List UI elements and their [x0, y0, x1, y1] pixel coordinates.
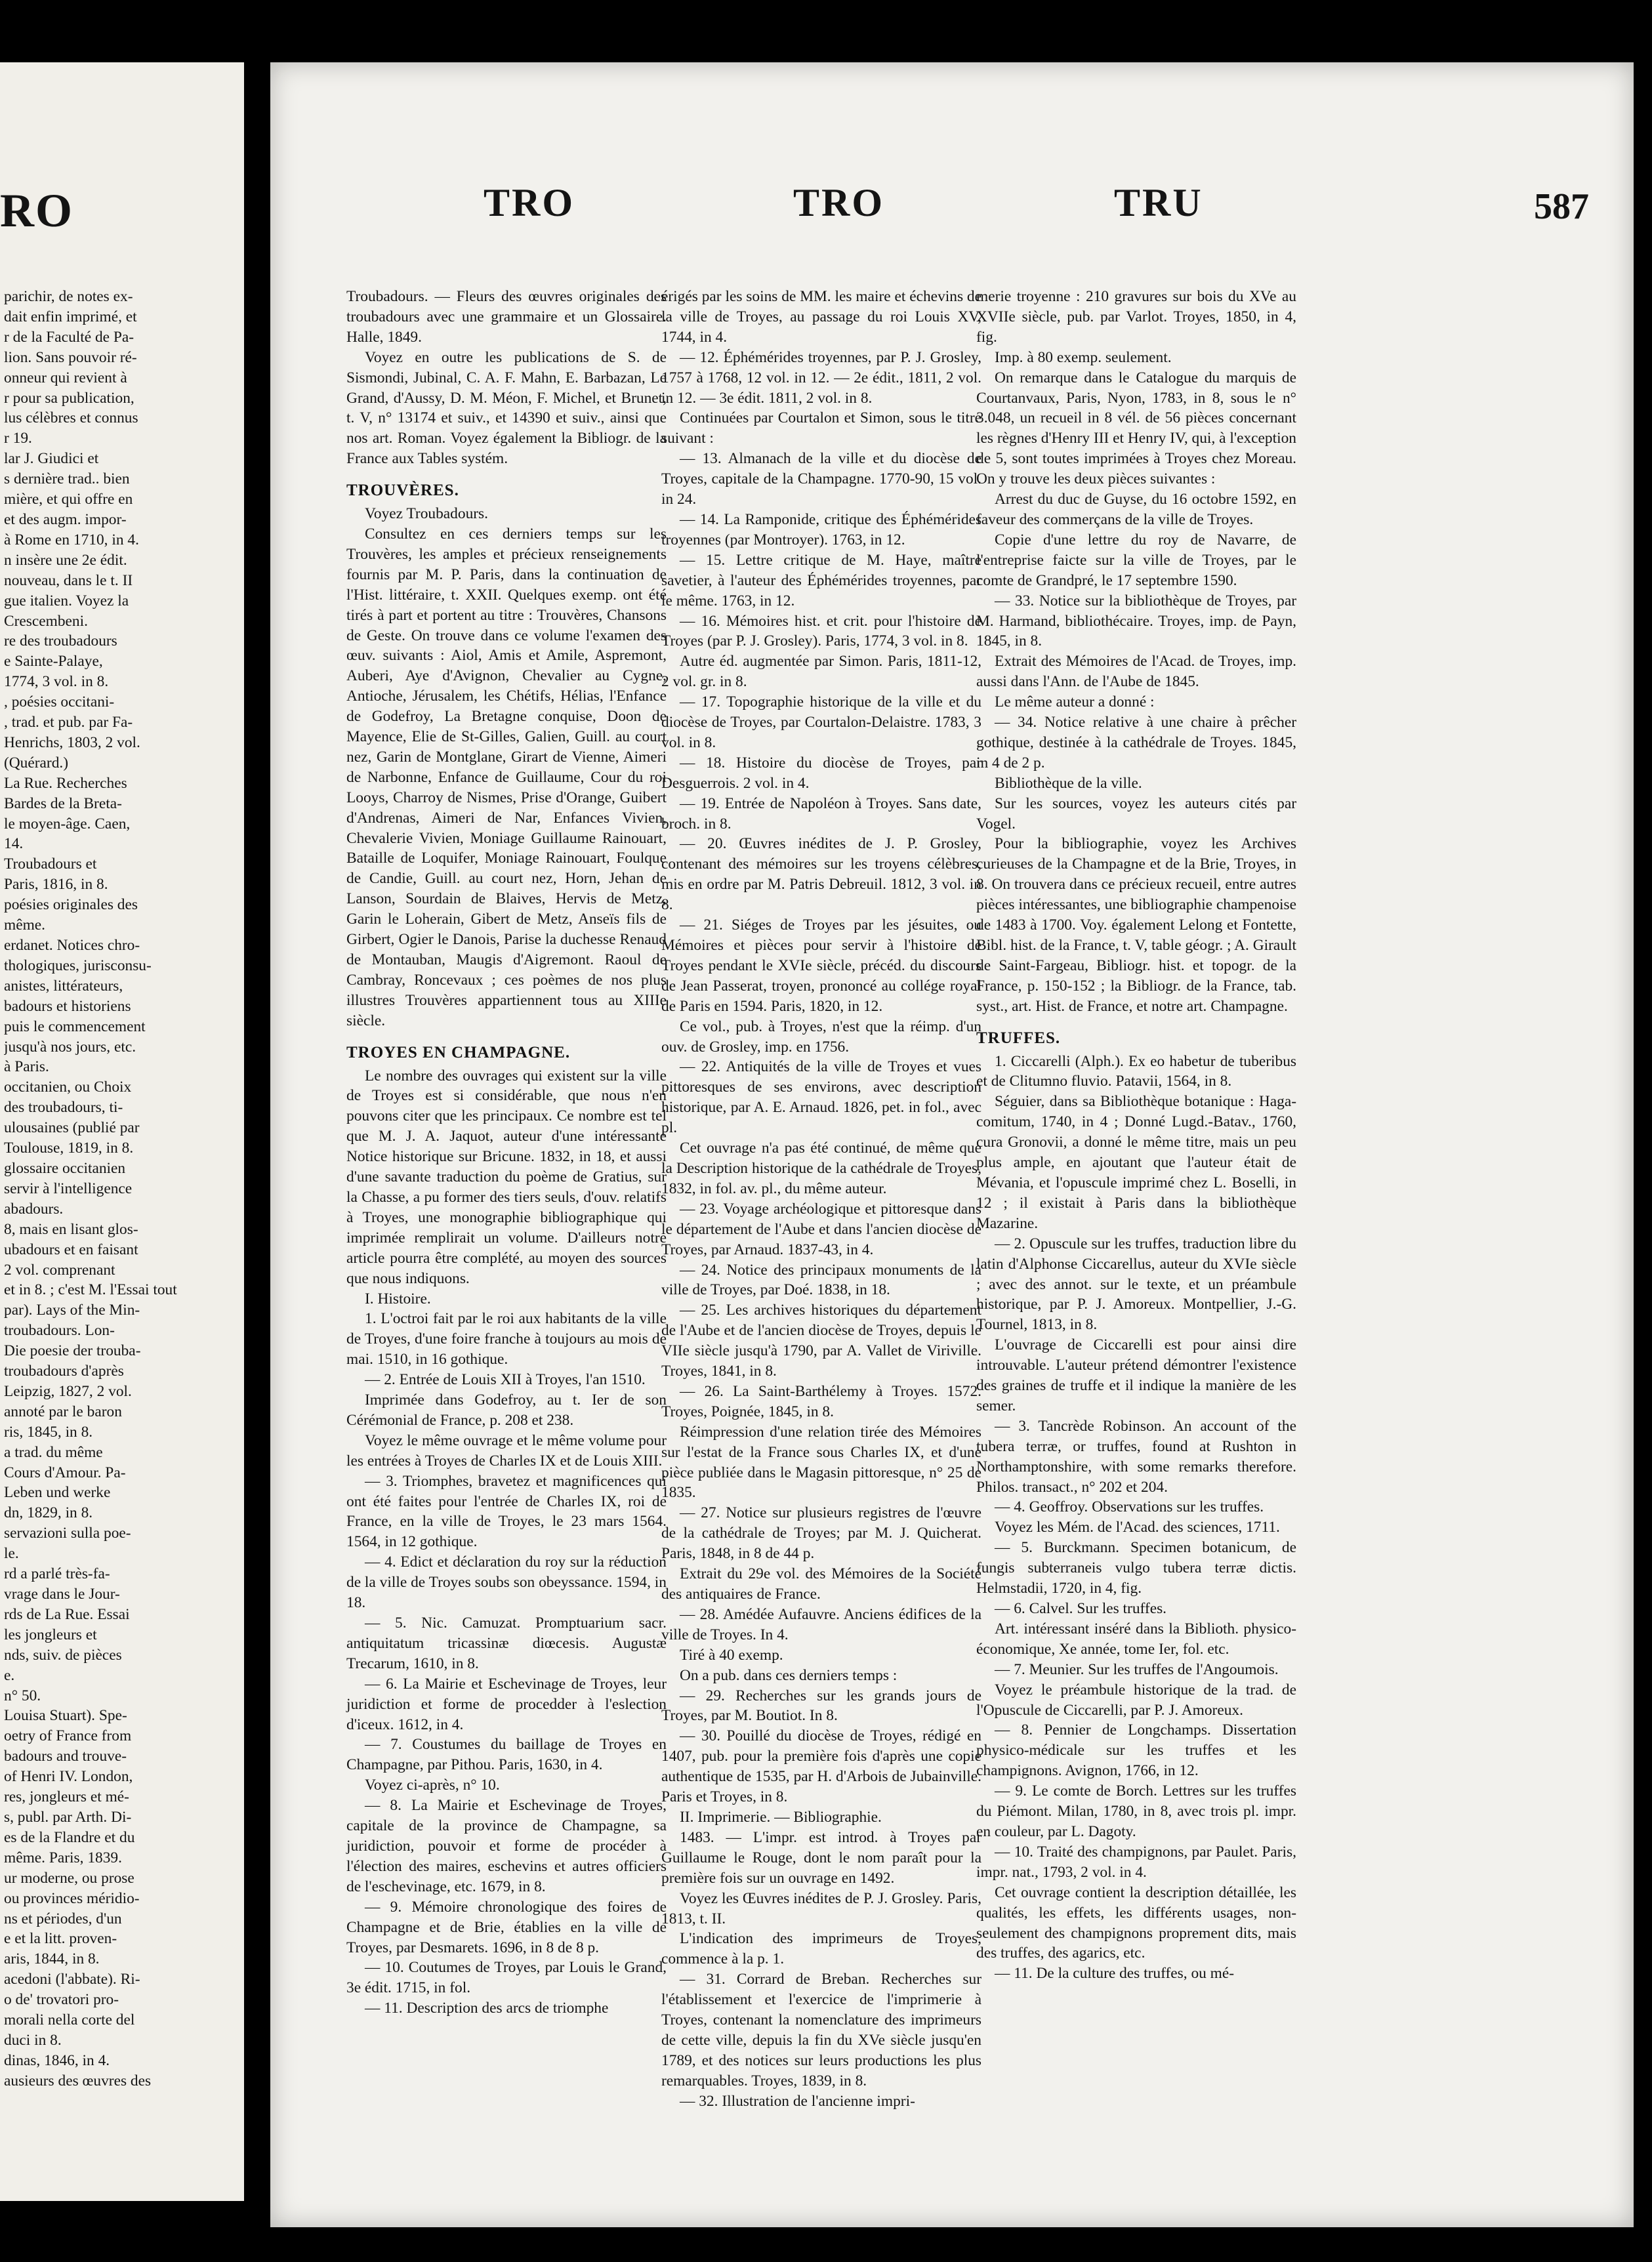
entry-paragraph: — 4. Edict et déclaration du roy sur la réduction de la ville de Troyes soubs son obeyssance. 1594, in 18.: [346, 1553, 667, 1612]
previous-page-line: o de' trovatori pro-: [4, 1991, 119, 2009]
previous-page-line: , trad. et pub. par Fa-: [4, 714, 133, 731]
previous-page-line: e et la litt. proven-: [4, 1930, 117, 1948]
entry-paragraph: — 13. Almanach de la ville et du diocèse de Troyes, capitale de la Champagne. 1770-90, 15 vol. in 24.: [661, 450, 981, 508]
previous-page-line: et in 8. ; c'est M. l'Essai tout: [4, 1281, 177, 1299]
entry-paragraph: — 11. De la culture des truffes, ou mé-: [995, 1965, 1235, 1983]
previous-page-line: par). Lays of the Min-: [4, 1302, 140, 1319]
previous-page-line: gue italien. Voyez la: [4, 592, 129, 609]
text-column-3: [976, 287, 1296, 1984]
previous-page-line: lus célèbres et connus: [4, 409, 138, 427]
page: [270, 62, 1634, 2227]
previous-page-line: à Rome en 1710, in 4.: [4, 531, 139, 548]
previous-page-line: les jongleurs et: [4, 1626, 97, 1643]
previous-page-line: ur moderne, ou prose: [4, 1869, 134, 1887]
section-heading: TRUFFES.: [976, 1029, 1061, 1047]
entry-paragraph: Continuées par Courtalon et Simon, sous le titre suivant :: [661, 409, 981, 447]
previous-page-line: même.: [4, 916, 45, 934]
entry-paragraph: — 4. Geoffroy. Observations sur les truffes.: [995, 1498, 1264, 1516]
entry-paragraph: — 31. Corrard de Breban. Recherches sur l'établissement et l'exercice de l'imprimerie à Troyes, contenant la nomenclature des imprimeurs de cette ville, depuis la fin du XVe siècle jusqu'en 1789, et des notices sur leurs productions les plus remarquables. Troyes, 1839, in 8.: [661, 1971, 981, 2089]
entry-paragraph: Extrait des Mémoires de l'Acad. de Troyes, imp. aussi dans l'Ann. de l'Aube de 1845.: [976, 653, 1296, 691]
previous-page-line: le moyen-âge. Caen,: [4, 815, 131, 833]
previous-page-line: occitanien, ou Choix: [4, 1079, 132, 1096]
previous-page-line: e Sainte-Palaye,: [4, 653, 103, 670]
entry-paragraph: — 20. Œuvres inédites de J. P. Grosley, contenant des mémoires sur les troyens célèbres, mis en ordre par M. Patris Debreuil. 1812, 3 vol. in 8.: [661, 835, 981, 914]
previous-page-line: oetry of France from: [4, 1727, 132, 1745]
previous-page-line: s, publ. par Arth. Di-: [4, 1808, 132, 1826]
previous-page-line: des troubadours, ti-: [4, 1099, 123, 1117]
entry-paragraph: — 2. Entrée de Louis XII à Troyes, l'an 1510.: [365, 1371, 646, 1389]
entry-paragraph: — 17. Topographie historique de la ville et du diocèse de Troyes, par Courtalon-Delaistre. 1783, 3 vol. in 8.: [661, 693, 981, 751]
entry-paragraph: L'ouvrage de Ciccarelli est pour ainsi dire introuvable. L'auteur prétend démontrer l'existence des graines de truffe et il indique la manière de les semer.: [976, 1336, 1296, 1414]
previous-page-line: badours and trouve-: [4, 1748, 127, 1765]
entry-paragraph: On a pub. dans ces derniers temps :: [680, 1666, 898, 1684]
previous-page-line: parichir, de notes ex-: [4, 288, 133, 305]
entry-paragraph: — 10. Coutumes de Troyes, par Louis le Grand, 3e édit. 1715, in fol.: [346, 1959, 667, 1997]
previous-page-line: lar J. Giudici et: [4, 450, 99, 468]
entry-paragraph: Arrest du duc de Guyse, du 16 octobre 1592, en faveur des commerçans de la ville de Troyes.: [976, 491, 1296, 528]
previous-page-fragment: [0, 62, 244, 2201]
entry-paragraph: Troubadours. — Fleurs des œuvres originales des troubadours avec une grammaire et un Glossaire. Halle, 1849.: [346, 288, 667, 346]
previous-page-line: à Paris.: [4, 1058, 49, 1076]
entry-paragraph: — 2. Opuscule sur les truffes, traduction libre du latin d'Alphonse Ciccarellus, auteur du XVIe siècle ; avec des annot. sur le texte, et un préambule historique, par P. J. Amoreux. Montpellier, J.-G. Tournel, 1813, in 8.: [976, 1235, 1296, 1334]
previous-page-line: erdanet. Notices chro-: [4, 937, 140, 954]
previous-page-line: thologiques, jurisconsu-: [4, 956, 152, 974]
previous-page-line: poésies originales des: [4, 896, 138, 914]
entry-paragraph: II. Imprimerie. — Bibliographie.: [680, 1808, 882, 1826]
entry-paragraph: — 27. Notice sur plusieurs registres de l'œuvre de la cathédrale de Troyes; par M. J. Quicherat. Paris, 1848, in 8 de 44 p.: [661, 1504, 981, 1563]
previous-page-line: r 19.: [4, 430, 32, 447]
previous-page-line: Leipzig, 1827, 2 vol.: [4, 1382, 132, 1400]
entry-paragraph: — 18. Histoire du diocèse de Troyes, par Desguerrois. 2 vol. in 4.: [661, 754, 981, 792]
entry-paragraph: — 32. Illustration de l'ancienne impri-: [680, 2092, 915, 2110]
previous-page-line: Troubadours et: [4, 855, 97, 873]
entry-paragraph: — 5. Burckmann. Specimen botanicum, de fungis subterraneis vulgo tubera terræ dictis. Helmstadii, 1720, in 4, fig.: [976, 1539, 1296, 1597]
entry-paragraph: Séguier, dans sa Bibliothèque botanique : Haga-comitum, 1740, in 4 ; Donné Lugd.-Batav., 1760, cura Gronovii, a donné le même titre, mais un peu plus ample, en ajoutant que l'auteur était de Mévania, et l'opuscule imprimé chez L. Boselli, in 12 ; il existait à Paris dans la bibliothèque Mazarine.: [976, 1093, 1296, 1232]
entry-paragraph: Cet ouvrage n'a pas été continué, de même que la Description historique de la cathédrale de Troyes, 1832, in fol. av. pl., du même auteur.: [661, 1140, 981, 1197]
previous-page-line: Louisa Stuart). Spe-: [4, 1707, 127, 1725]
previous-page-line: acedoni (l'abbate). Ri-: [4, 1971, 140, 1988]
entry-paragraph: merie troyenne : 210 gravures sur bois du XVe au XVIIe siècle, pub. par Varlot. Troyes, 1850, in 4, fig.: [976, 288, 1296, 346]
previous-page-line: Henrichs, 1803, 2 vol.: [4, 733, 140, 751]
entry-paragraph: — 7. Coustumes du baillage de Troyes en Champagne, par Pithou. Paris, 1630, in 4.: [346, 1736, 667, 1774]
text-column-1: [346, 287, 667, 2019]
entry-paragraph: — 5. Nic. Camuzat. Promptuarium sacr. antiquitatum tricassinæ diœcesis. Augustæ Trecarum, 1610, in 8.: [346, 1614, 667, 1672]
previous-page-line: dn, 1829, in 8.: [4, 1504, 93, 1522]
previous-page-line: même. Paris, 1839.: [4, 1849, 122, 1866]
previous-page-line: anistes, littérateurs,: [4, 977, 123, 995]
entry-paragraph: — 19. Entrée de Napoléon à Troyes. Sans date, broch. in 8.: [661, 794, 981, 833]
entry-paragraph: Consultez en ces derniers temps sur les Trouvères, les amples et précieux renseignements fournis par M. P. Paris, dans la continuation de l'Hist. littéraire, t. XXII. Quelques exemp. ont été tirés à part et portent au titre : Trouvères, Chansons de Geste. On trouve dans ce volume l'examen des œuv. suivants : Aiol, Amis et Amile, Aspremont, Auberi, Aye d'Avignon, Chevalier au Cygne, Antioche, Jérusalem, les Chétifs, Hélias, l'Enfance de Godefroy, La Bretagne conquise, Doon de Mayence, Elie de St-Gilles, Galien, Guill. au court nez, Garin de Montglane, Girart de Vienne, Aimeri de Narbonne, Enfance de Guillaume, Cour du roi Looys, Charroy de Nismes, Prise d'Orange, Guibert d'Andrenas, Aimeri de Nar, Enfances Vivien, Chevalerie Vivien, Moniage Guillaume Rainouart, Bataille de Loquifer, Moniage Rainouart, Foulque de Candie, Guill. au court nez, Horn, Jehan de Lanson, Sourdain de Blaives, Hervis de Metz, Garin le Loherain, Gibert de Metz, Anseïs fils de Girbert, Ogier le Danois, Parise la duchesse Renaud de Montauban, Maugis d'Aigremont. Raoul de Cambray, Roncevaux ; ces poèmes de nos plus illustres Trouvères appartiennent tous au XIIIe siècle.: [346, 525, 667, 1029]
previous-page-line: nouveau, dans le t. II: [4, 571, 133, 589]
previous-page-line: servir à l'intelligence: [4, 1180, 133, 1197]
entry-paragraph: 1. Ciccarelli (Alph.). Ex eo habetur de tuberibus et de Clitumno fluvio. Patavii, 1564, in 8.: [976, 1052, 1296, 1090]
previous-page-line: Cours d'Amour. Pa-: [4, 1464, 126, 1481]
previous-page-line: troubadours d'après: [4, 1363, 124, 1380]
section-heading: TROUVÈRES.: [346, 482, 459, 500]
previous-page-line: mière, et qui offre en: [4, 491, 133, 508]
previous-page-line: ns et périodes, d'un: [4, 1910, 122, 1927]
previous-page-line: et des augm. impor-: [4, 510, 127, 528]
previous-page-line: abadours.: [4, 1200, 64, 1218]
entry-paragraph: 1483. — L'impr. est introd. à Troyes par Guillaume le Rouge, dont le nom paraît pour la première fois sur un ouvrage en 1492.: [661, 1828, 981, 1887]
previous-page-line: duci in 8.: [4, 2031, 62, 2049]
running-head-center: TRO: [793, 181, 885, 224]
previous-page-line: vrage dans le Jour-: [4, 1586, 120, 1603]
previous-page-line: ausieurs des œuvres des: [4, 2072, 152, 2089]
entry-paragraph: — 15. Lettre critique de M. Haye, maître savetier, à l'auteur des Éphémérides troyennes, par le même. 1763, in 12.: [661, 551, 981, 609]
page-number: 587: [1534, 186, 1589, 227]
previous-page-line: 8, mais en lisant glos-: [4, 1220, 138, 1238]
entry-paragraph: — 23. Voyage archéologique et pittoresque dans le département de l'Aube et dans l'ancien diocèse de Troyes, par Arnaud. 1837-43, in 4.: [661, 1200, 981, 1258]
entry-paragraph: Voyez les Œuvres inédites de P. J. Grosley. Paris, 1813, t. II.: [661, 1889, 981, 1927]
previous-page-line: rd a parlé très-fa-: [4, 1565, 110, 1583]
previous-page-line: rds de La Rue. Essai: [4, 1605, 130, 1623]
text-column-2: [661, 287, 981, 2112]
entry-paragraph: Voyez les Mém. de l'Acad. des sciences, 1711.: [995, 1519, 1280, 1536]
entry-paragraph: — 14. La Ramponide, critique des Éphémérides troyennes (par Montroyer). 1763, in 12.: [661, 510, 981, 548]
previous-page-line: le.: [4, 1545, 19, 1563]
entry-paragraph: Voyez le préambule historique de la trad. de l'Opuscule de Ciccarelli, par P. J. Amoreux.: [976, 1681, 1296, 1719]
entry-paragraph: — 8. La Mairie et Eschevinage de Troyes, capitale de la province de Champagne, sa juridiction, pouvoir et forme de procéder à l'élection des maires, eschevins et autres officiers de l'eschevinage, etc. 1679, in 8.: [346, 1797, 667, 1895]
running-head-right: TRU: [1114, 181, 1203, 224]
previous-page-line: re des troubadours: [4, 632, 117, 650]
previous-page-line: (Quérard.): [4, 754, 69, 771]
entry-paragraph: — 22. Antiquités de la ville de Troyes et vues pittoresques de ses environs, avec description historique, par A. E. Arnaud. 1826, pet. in fol., avec pl.: [661, 1058, 981, 1137]
entry-paragraph: Sur les sources, voyez les auteurs cités par Vogel.: [976, 794, 1296, 833]
entry-paragraph: — 3. Triomphes, bravetez et magnificences qui ont été faites pour l'entrée de Charles IX, roi de France, en la ville de Troyes, le 23 mars 1564. 1564, in 12 gothique.: [346, 1472, 667, 1551]
previous-page-text-column: [4, 287, 240, 2091]
entry-paragraph: Voyez ci-après, n° 10.: [365, 1777, 500, 1794]
previous-page-line: n° 50.: [4, 1687, 41, 1704]
entry-paragraph: — 12. Éphémérides troyennes, par P. J. Grosley, 1757 à 1768, 12 vol. in 12. — 2e édit., 1811, 2 vol. in 12. — 3e édit. 1811, 2 vol. in 8.: [661, 348, 981, 407]
previous-page-line: of Henri IV. London,: [4, 1768, 133, 1786]
previous-page-line: annoté par le baron: [4, 1403, 122, 1420]
entry-paragraph: — 26. La Saint-Barthélemy à Troyes. 1572. Troyes, Poignée, 1845, in 8.: [661, 1382, 981, 1420]
previous-page-line: , poésies occitani-: [4, 693, 115, 711]
entry-paragraph: Voyez Troubadours.: [365, 505, 489, 523]
previous-page-line: s dernière trad.. bien: [4, 470, 130, 488]
previous-page-line: es de la Flandre et du: [4, 1828, 135, 1846]
previous-page-line: Leben und werke: [4, 1484, 111, 1502]
entry-paragraph: — 25. Les archives historiques du département de l'Aube et de l'ancien diocèse de Troyes, depuis le VIIe siècle jusqu'à 1790, par A. Vallet de Viriville. Troyes, 1841, in 8.: [661, 1302, 981, 1380]
entry-paragraph: Cet ouvrage contient la description détaillée, les qualités, les effets, les différents usages, non-seulement des champignons proprement dits, mais des truffes, des agarics, etc.: [976, 1883, 1296, 1962]
previous-page-line: onneur qui revient à: [4, 369, 127, 386]
entry-paragraph: Art. intéressant inséré dans la Biblioth. physico-économique, Xe année, tome Ier, fol. etc.: [976, 1620, 1296, 1658]
entry-paragraph: — 28. Amédée Aufauvre. Anciens édifices de la ville de Troyes. In 4.: [661, 1605, 981, 1643]
entry-paragraph: — 29. Recherches sur les grands jours de Troyes, par M. Boutiot. In 8.: [661, 1687, 981, 1725]
previous-page-line: Die poesie der trouba-: [4, 1342, 141, 1360]
entry-paragraph: Voyez le même ouvrage et le même volume pour les entrées à Troyes de Charles IX et de Louis XIII.: [346, 1431, 667, 1470]
previous-page-line: 14.: [4, 835, 24, 853]
entry-paragraph: L'indication des imprimeurs de Troyes, commence à la p. 1.: [661, 1930, 981, 1968]
entry-paragraph: — 34. Notice relative à une chaire à prêcher gothique, destinée à la cathédrale de Troyes. 1845, in 4 de 2 p.: [976, 714, 1296, 771]
previous-page-line: Paris, 1816, in 8.: [4, 876, 108, 894]
entry-paragraph: Bibliothèque de la ville.: [995, 774, 1142, 792]
entry-paragraph: Le nombre des ouvrages qui existent sur la ville de Troyes est si considérable, que nous n'en pouvons citer que les principaux. Ce nombre est tel que M. J. A. Jaquot, auteur d'une intéressante Notice historique sur Bricune. 1832, in 18, et aussi d'une savante traduction du poème de Gratius, sur la Chasse, a pu former des tiers seuls, d'ouv. relatifs à Troyes, une monographie bibliographique qui imprimée remplirait un volume. D'ailleurs notre article pourra être complété, au moyen des sources que nous indiquons.: [346, 1067, 667, 1287]
previous-page-line: badours et historiens: [4, 997, 131, 1015]
entry-paragraph: Autre éd. augmentée par Simon. Paris, 1811-12, 2 vol. gr. in 8.: [661, 653, 981, 691]
entry-paragraph: — 6. La Mairie et Eschevinage de Troyes, leur juridiction et forme de procedder à l'eslection d'iceux. 1612, in 4.: [346, 1675, 667, 1733]
entry-paragraph: Pour la bibliographie, voyez les Archives curieuses de la Champagne et de la Brie, Troyes, in 8. On trouvera dans ce précieux recueil, entre autres pièces intéressantes, une bibliographie champenoise de 1483 à 1700. Voy. également Lelong et Fontette, Bibl. hist. de la France, t. V, table géogr. ; A. Girault de Saint-Fargeau, Bibliogr. hist. et topogr. de la France, p. 150-152 ; la Bibliogr. de la France, tab. syst., art. Hist. de France, et notre art. Champagne.: [976, 835, 1296, 1015]
previous-page-line: jusqu'à nos jours, etc.: [4, 1038, 136, 1056]
entry-paragraph: — 24. Notice des principaux monuments de la ville de Troyes, par Doé. 1838, in 18.: [661, 1261, 981, 1299]
entry-paragraph: Copie d'une lettre du roy de Navarre, de l'entreprise faicte sur la ville de Troyes, par le comte de Grandpré, le 17 septembre 1590.: [976, 531, 1296, 589]
entry-paragraph: — 10. Traité des champignons, par Paulet. Paris, impr. nat., 1793, 2 vol. in 4.: [976, 1843, 1296, 1881]
previous-page-line: a trad. du même: [4, 1443, 103, 1461]
entry-paragraph: — 21. Siéges de Troyes par les jésuites, ou Mémoires et pièces pour servir à l'histoire de Troyes pendant le XVIe siècle, précéd. du discours de Jean Passerat, troyen, prononcé au collége royal de Paris en 1594. Paris, 1820, in 12.: [661, 916, 981, 1015]
previous-page-line: Bardes de la Breta-: [4, 794, 122, 812]
entry-paragraph: Extrait du 29e vol. des Mémoires de la Société des antiquaires de France.: [661, 1565, 981, 1603]
entry-paragraph: — 30. Pouillé du diocèse de Troyes, rédigé en 1407, pub. pour la première fois d'après une copie authentique de 1535, par H. d'Arbois de Jubainville. Paris et Troyes, in 8.: [661, 1727, 981, 1806]
entry-paragraph: — 33. Notice sur la bibliothèque de Troyes, par M. Harmand, bibliothécaire. Troyes, imp. de Payn, 1845, in 8.: [976, 592, 1296, 650]
previous-page-line: r de la Faculté de Pa-: [4, 328, 134, 346]
entry-paragraph: Le même auteur a donné :: [995, 693, 1155, 711]
entry-paragraph: Voyez en outre les publications de S. de Sismondi, Jubinal, C. A. F. Mahn, E. Barbazan, Le Grand, d'Aussy, D. M. Méon, F. Michel, et Brunet, t. V, n° 13174 et suiv., et 14390 et suiv., ainsi que nos art. Roman. Voyez également la Bibliogr. de la France aux Tables systém.: [346, 348, 667, 468]
previous-page-running-head: RO: [0, 184, 73, 237]
entry-paragraph: — 3. Tancrède Robinson. An account of the tubera terræ, or truffes, found at Rushton in Northamptonshire, with some remarks therefore. Philos. transact., n° 202 et 204.: [976, 1417, 1296, 1496]
previous-page-line: nds, suiv. de pièces: [4, 1646, 122, 1664]
previous-page-line: glossaire occitanien: [4, 1159, 126, 1177]
entry-paragraph: On remarque dans le Catalogue du marquis de Courtanvaux, Paris, Nyon, 1783, in 8, sous le n° 3.048, un recueil in 8 vél. de 56 pièces concernant les règnes d'Henry III et Henry IV, qui, à l'exception de 5, sont toutes imprimées à Troyes chez Moreau. On y trouve les deux pièces suivantes :: [976, 369, 1296, 488]
running-head-left: TRO: [484, 181, 575, 224]
previous-page-line: aris, 1844, in 8.: [4, 1950, 100, 1968]
entry-paragraph: — 11. Description des arcs de triomphe: [365, 2000, 609, 2017]
previous-page-line: res, jongleurs et mé-: [4, 1788, 129, 1806]
previous-page-line: puis le commencement: [4, 1018, 146, 1035]
previous-page-line: n insère une 2e édit.: [4, 551, 127, 569]
previous-page-line: dait enfin imprimé, et: [4, 308, 137, 325]
entry-paragraph: Ce vol., pub. à Troyes, n'est que la réimp. d'un ouv. de Grosley, imp. en 1756.: [661, 1018, 981, 1056]
previous-page-line: ou provinces méridio-: [4, 1889, 140, 1907]
entry-paragraph: Tiré à 40 exemp.: [680, 1646, 783, 1664]
entry-paragraph: — 9. Mémoire chronologique des foires de Champagne et de Brie, établies en la ville de Troyes, par Desmarets. 1696, in 8 de 8 p.: [346, 1898, 667, 1956]
previous-page-line: 2 vol. comprenant: [4, 1261, 115, 1279]
section-heading: TROYES EN CHAMPAGNE.: [346, 1043, 571, 1061]
previous-page-line: morali nella corte del: [4, 2011, 135, 2029]
previous-page-line: 1774, 3 vol. in 8.: [4, 673, 109, 691]
entry-paragraph: I. Histoire.: [365, 1290, 431, 1307]
entry-paragraph: — 8. Pennier de Longchamps. Dissertation physico-médicale sur les truffes et les champignons. Avignon, 1766, in 12.: [976, 1721, 1296, 1780]
previous-page-line: dinas, 1846, in 4.: [4, 2051, 110, 2069]
entry-paragraph: — 6. Calvel. Sur les truffes.: [995, 1600, 1167, 1617]
previous-page-line: Toulouse, 1819, in 8.: [4, 1140, 134, 1157]
entry-paragraph: Réimpression d'une relation tirée des Mémoires sur l'estat de la France sous Charles IX, et d'une pièce publiée dans le Magasin pittoresque, n° 25 de 1835.: [661, 1423, 981, 1502]
previous-page-line: r pour sa publication,: [4, 389, 134, 407]
entry-paragraph: érigés par les soins de MM. les maire et échevins de la ville de Troyes, au passage du roi Louis XV, 1744, in 4.: [661, 288, 981, 346]
previous-page-line: e.: [4, 1666, 15, 1684]
previous-page-line: ris, 1845, in 8.: [4, 1423, 93, 1441]
previous-page-line: La Rue. Recherches: [4, 774, 127, 792]
previous-page-line: Crescembeni.: [4, 612, 88, 630]
previous-page-line: troubadours. Lon-: [4, 1322, 115, 1340]
previous-page-line: ubadours et en faisant: [4, 1241, 138, 1258]
entry-paragraph: — 9. Le comte de Borch. Lettres sur les truffes du Piémont. Milan, 1780, in 8, avec trois pl. impr. en couleur, par L. Dagoty.: [976, 1782, 1296, 1840]
previous-page-line: ulousaines (publié par: [4, 1119, 140, 1137]
previous-page-line: lion. Sans pouvoir ré-: [4, 348, 137, 366]
entry-paragraph: 1. L'octroi fait par le roi aux habitants de la ville de Troyes, d'une foire franche à toujours au mois de mai. 1510, in 16 gothique.: [346, 1310, 667, 1368]
entry-paragraph: Imp. à 80 exemp. seulement.: [995, 348, 1172, 366]
entry-paragraph: Imprimée dans Godefroy, au t. Ier de son Cérémonial de France, p. 208 et 238.: [346, 1391, 667, 1429]
entry-paragraph: — 16. Mémoires hist. et crit. pour l'histoire de Troyes (par P. J. Grosley). Paris, 1774, 3 vol. in 8.: [661, 612, 981, 650]
previous-page-line: servazioni sulla poe-: [4, 1525, 131, 1542]
entry-paragraph: — 7. Meunier. Sur les truffes de l'Angoumois.: [995, 1660, 1279, 1678]
